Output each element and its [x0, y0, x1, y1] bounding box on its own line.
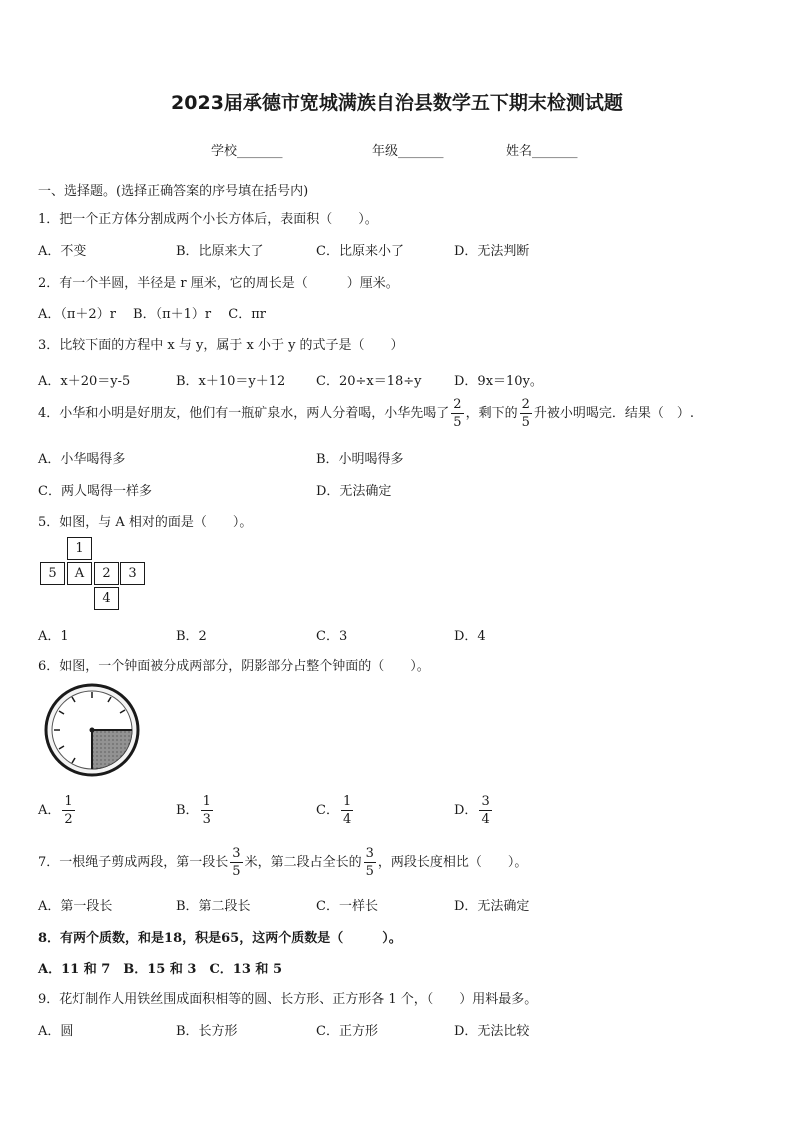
q6-a-fraction [62, 795, 74, 826]
q6-b-label: B． [176, 803, 199, 818]
q5-option-c: C．3 [316, 629, 348, 644]
q7-f2-denominator: 5 [365, 864, 374, 879]
q6-d-fraction [479, 795, 491, 826]
q3-option-d: D．9x＝10y。 [454, 374, 543, 389]
grade-field: 年级_______ [372, 144, 444, 159]
cube-net-figure [40, 537, 146, 611]
q1-option-a: A．不变 [38, 244, 87, 259]
q6-c-denominator: 4 [342, 812, 352, 827]
q6-c-fraction [341, 795, 353, 826]
net-face-center: A [67, 562, 92, 585]
q7-fraction-2 [364, 847, 376, 878]
q1-stem: 1．把一个正方体分割成两个小长方体后，表面积（ ）。 [38, 212, 378, 227]
q7-option-a: A．第一段长 [38, 899, 113, 914]
q7-fraction-1 [230, 847, 242, 878]
q4-option-d: D．无法确定 [316, 484, 392, 499]
q9-option-a: A．圆 [38, 1024, 74, 1039]
q6-b-denominator: 3 [202, 812, 211, 827]
page-title: 2023届承德市宽城满族自治县数学五下期末检测试题 [171, 92, 623, 114]
q9-option-c: C．正方形 [316, 1024, 378, 1039]
q9-option-d: D．无法比较 [454, 1024, 530, 1039]
q7-option-d: D．无法确定 [454, 899, 530, 914]
q7-stem-part2: 米，第二段占全长的 [244, 855, 362, 870]
q1-option-b: B．比原来大了 [176, 244, 264, 259]
q9-stem: 9．花灯制作人用铁丝围成面积相等的圆、长方形、正方形各 1 个，（ ）用料最多。 [38, 992, 538, 1007]
q7-option-b: B．第二段长 [176, 899, 251, 914]
q7-f1-numerator: 3 [232, 846, 241, 861]
q5-option-a: A．1 [38, 629, 69, 644]
q4-option-c: C．两人喝得一样多 [38, 484, 152, 499]
name-field: 姓名_______ [506, 144, 578, 159]
q8-options: A．11 和 7 B．15 和 3 C．13 和 5 [38, 962, 282, 977]
q4-f2-numerator: 2 [521, 397, 530, 412]
section-heading: 一、选择题。(选择正确答案的序号填在括号内) [38, 184, 309, 199]
q4-f1-denominator: 5 [453, 415, 462, 430]
clock-face-figure [44, 683, 140, 777]
net-face-right2: 3 [120, 562, 145, 585]
q7-option-c: C．一样长 [316, 899, 378, 914]
q6-d-denominator: 4 [481, 812, 490, 827]
q7-stem [38, 847, 527, 878]
q6-d-label: D． [454, 803, 478, 818]
q4-fraction-2 [520, 398, 532, 429]
q3-option-c: C．20÷x＝18÷y [316, 374, 422, 389]
q2-stem: 2．有一个半圆，半径是 r 厘米，它的周长是（ ）厘米。 [38, 276, 399, 291]
q3-option-a: A．x＋20＝y-5 [38, 374, 131, 389]
q1-option-c: C．比原来小了 [316, 244, 404, 259]
q6-c-label: C． [316, 803, 339, 818]
q6-option-a [38, 795, 77, 826]
net-face-bottom: 4 [94, 587, 119, 610]
q6-d-numerator: 3 [481, 794, 490, 809]
q3-stem: 3．比较下面的方程中 x 与 y，属于 x 小于 y 的式子是（ ） [38, 338, 404, 353]
q6-c-numerator: 1 [342, 794, 352, 809]
q5-option-b: B．2 [176, 629, 207, 644]
q4-stem-part1: 4．小华和小明是好朋友，他们有一瓶矿泉水，两人分着喝，小华先喝了 [38, 406, 450, 421]
q3-option-b: B．x＋10＝y＋12 [176, 374, 286, 389]
q5-option-d: D．4 [454, 629, 486, 644]
q4-f2-denominator: 5 [521, 415, 530, 430]
q1-option-d: D．无法判断 [454, 244, 530, 259]
q6-a-denominator: 2 [64, 812, 73, 827]
q6-a-label: A． [38, 803, 61, 818]
school-field: 学校_______ [211, 144, 283, 159]
q4-option-a: A．小华喝得多 [38, 452, 126, 467]
q6-option-b [176, 795, 215, 826]
q9-option-b: B．长方形 [176, 1024, 238, 1039]
q4-f1-numerator: 2 [453, 397, 462, 412]
q6-option-d [454, 795, 494, 826]
q7-f2-numerator: 3 [365, 846, 374, 861]
q8-stem: 8．有两个质数，和是18，积是65，这两个质数是（ ）。 [38, 931, 402, 946]
q6-b-fraction [201, 795, 213, 826]
q7-stem-part1: 7．一根绳子剪成两段，第一段长 [38, 855, 229, 870]
q7-stem-part3: ，两段长度相比（ ）。 [377, 855, 528, 870]
q4-fraction-1 [451, 398, 463, 429]
q4-stem [38, 398, 694, 429]
q2-options: A．（π＋2）r B．（π＋1）r C．πr [38, 307, 266, 322]
q4-stem-part2: ，剩下的 [465, 406, 518, 421]
q5-stem: 5．如图，与 A 相对的面是（ ）。 [38, 515, 253, 530]
net-face-top: 1 [67, 537, 92, 560]
net-face-left: 5 [40, 562, 65, 585]
q6-option-c [316, 795, 355, 826]
q6-a-numerator: 1 [64, 794, 73, 809]
clock-center [90, 728, 95, 733]
q6-b-numerator: 1 [202, 794, 211, 809]
q4-option-b: B．小明喝得多 [316, 452, 404, 467]
q7-f1-denominator: 5 [232, 864, 241, 879]
net-face-right1: 2 [94, 562, 119, 585]
q4-stem-part3: 升被小明喝完．结果（ ）. [533, 406, 694, 421]
q6-stem: 6．如图，一个钟面被分成两部分，阴影部分占整个钟面的（ ）。 [38, 659, 430, 674]
